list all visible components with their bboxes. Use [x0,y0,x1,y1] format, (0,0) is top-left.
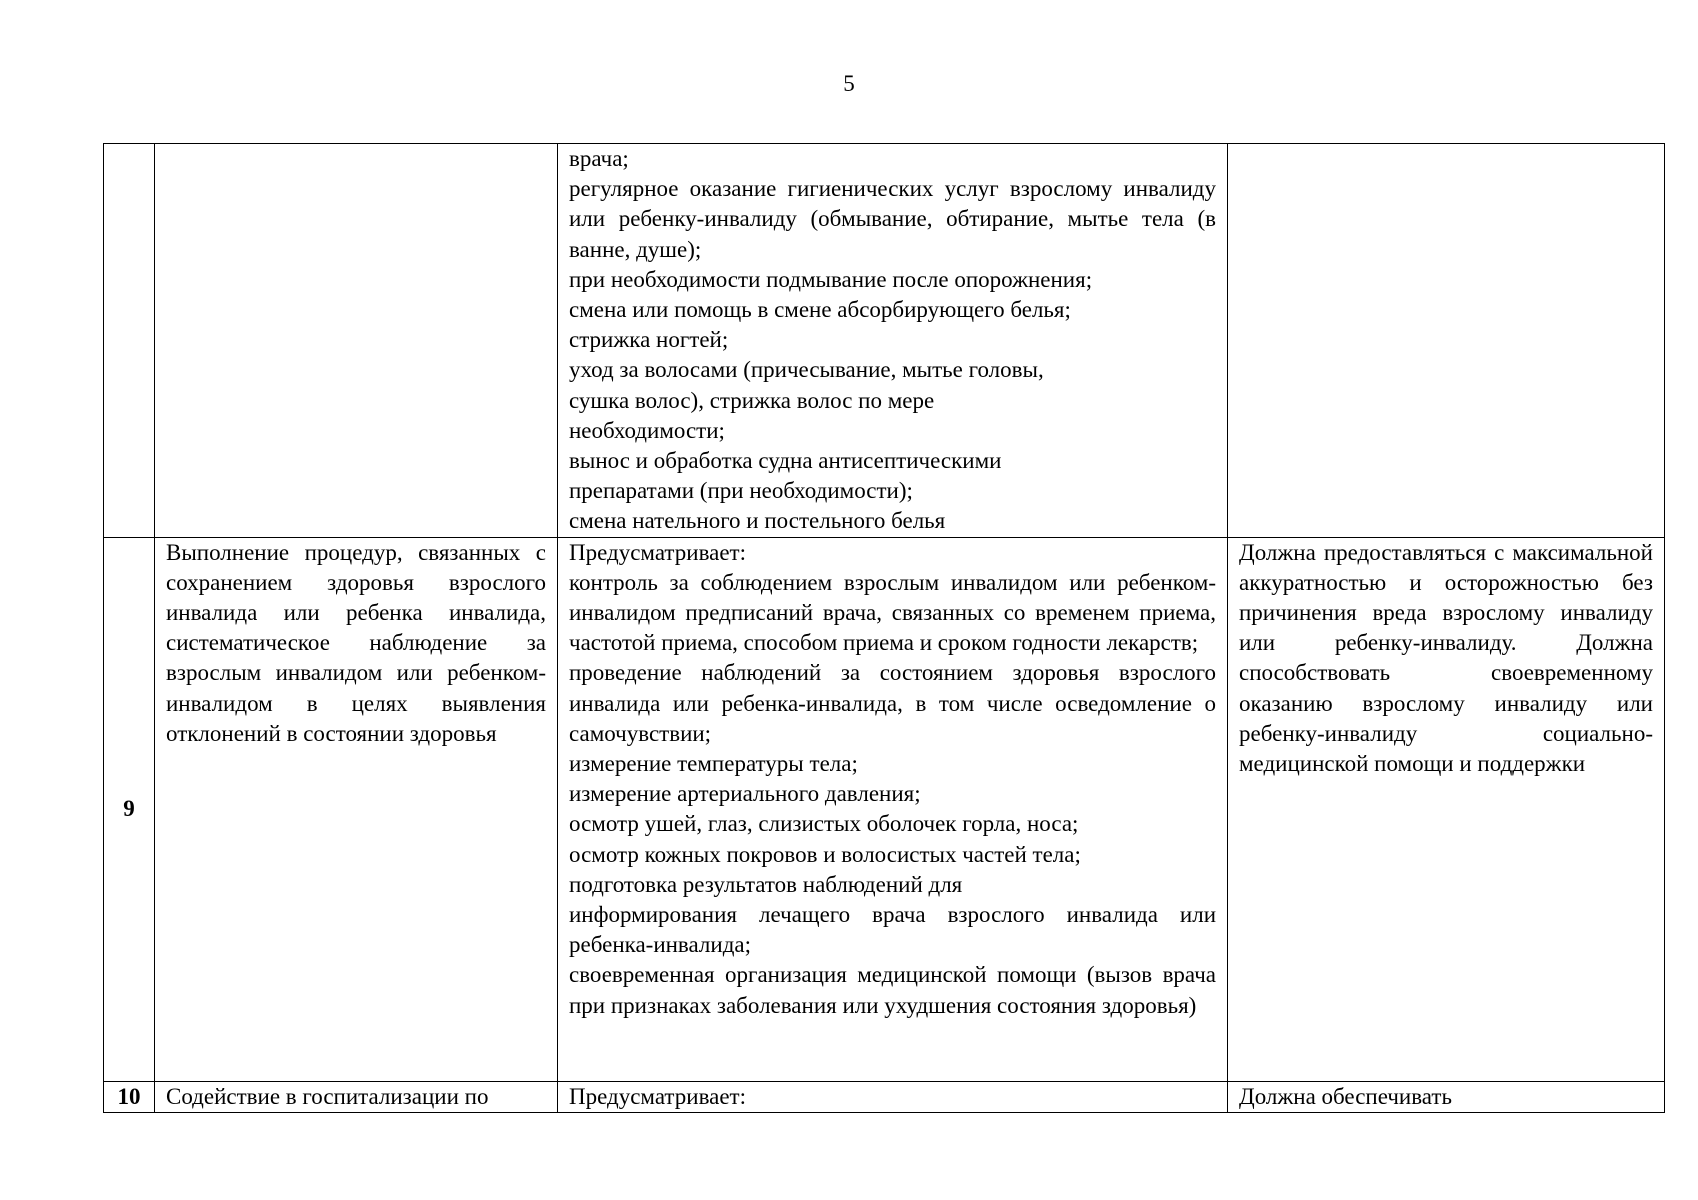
service-requirements: Должна обеспечивать [1228,1081,1665,1112]
page-number: 5 [843,71,855,96]
service-requirements: Должна предоставляться с максимальной аккуратностью и осторожностью без причинения вреда взрослому инвалиду или ребенку-инвалиду. Должна способствовать своевременному оказанию взрослому инвалиду или ребенку-инвалиду социально-медицинской помощи и поддержки [1228,537,1665,1081]
service-content [558,537,1228,1081]
services-table [103,143,1665,1113]
service-name: Содействие в госпитализации по [155,1081,558,1112]
service-name [155,144,558,538]
table-row [104,144,1665,538]
content-item: контроль за соблюдением взрослым инвалидом или ребенком-инвалидом предписаний врача, связанных со временем приема, частотой приема, способом приема и сроком годности лекарств; [569,569,1216,656]
content-item: стрижка ногтей; [569,327,729,353]
content-item: при необходимости подмывание после опорожнения; [569,266,1093,292]
content-item: смена или помощь в смене абсорбирующего белья; [569,297,1071,323]
content-item: Предусматривает: [569,539,746,565]
service-requirements [1228,144,1665,538]
content-item: своевременная организация медицинской помощи (вызов врача при признаках заболевания или ухудшения состояния здоровья) [569,962,1216,1018]
content-item: информирования лечащего врача взрослого инвалида или ребенка-инвалида; [569,902,1216,958]
content-item: регулярное оказание гигиенических услуг взрослому инвалиду или ребенку-инвалиду (обмывание, обтирание, мытье тела (в ванне, душе); [569,176,1216,262]
table-row [104,537,1665,1081]
content-item: смена нательного и постельного белья [569,508,946,534]
content-item: проведение наблюдений за состоянием здоровья взрослого инвалида или ребенка-инвалида, в том числе осведомление о самочувствии; [569,660,1216,746]
content-item: сушка волос), стрижка волос по мере [569,387,935,413]
content-item: осмотр ушей, глаз, слизистых оболочек горла, носа; [569,811,1079,837]
content-item: осмотр кожных покровов и волосистых частей тела; [569,841,1081,867]
content-item: препаратами (при необходимости); [569,478,913,504]
content-item: подготовка результатов наблюдений для [569,871,963,897]
content-item: врача; [569,146,629,171]
content-item: вынос и обработка судна антисептическими [569,448,1002,474]
row-number [104,144,155,538]
service-content [558,144,1228,538]
row-number: 9 [104,537,155,1081]
row-number: 10 [104,1081,155,1112]
content-item: уход за волосами (причесывание, мытье головы, [569,357,1044,383]
table-row [104,1081,1665,1112]
content-item: необходимости; [569,417,725,443]
service-name: Выполнение процедур, связанных с сохранением здоровья взрослого инвалида или ребенка инвалида, систематическое наблюдение за взрослым инвалидом или ребенком-инвалидом в целях выявления отклонений в состоянии здоровья [155,537,558,1081]
content-item: Предусматривает: [569,1083,746,1109]
service-content [558,1081,1228,1112]
content-item: измерение артериального давления; [569,781,921,807]
content-item: измерение температуры тела; [569,751,858,777]
